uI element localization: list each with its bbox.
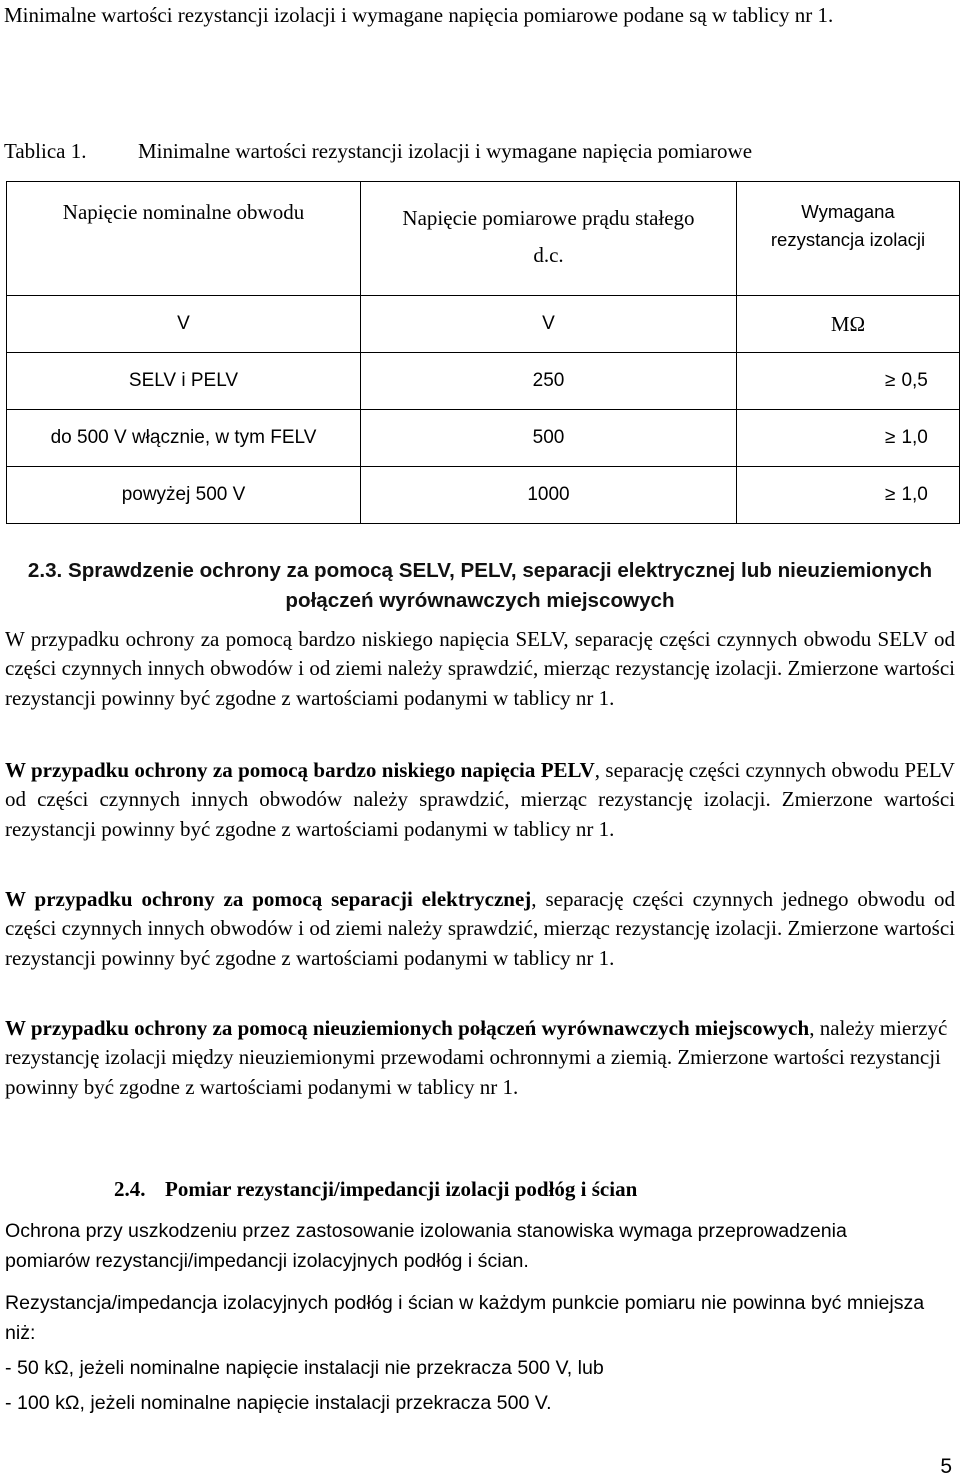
section-2-4-paragraph-1: Ochrona przy uszkodzeniu przez zastosowanie izolowania stanowiska wymaga przeprowadzenia pomiarów rezystancji/impedancji izolacyjnych podłóg i ścian. [5, 1220, 847, 1272]
paragraph-bold-lead: W przypadku ochrony za pomocą separacji elektrycznej [5, 887, 532, 911]
row-voltage: 1000 [361, 467, 737, 524]
row-resistance-cell [737, 410, 960, 467]
table-row [7, 467, 960, 524]
section-2-3-paragraph-bonding [5, 1014, 955, 1102]
row-resistance-cell [737, 467, 960, 524]
row-circuit: do 500 V włącznie, w tym FELV [7, 410, 361, 467]
paragraph-text: , separację części czynnych jednego obwodu od części czynnych innych obwodów i od ziemi należy sprawdzić, mierząc rezystancję izolacji. Zmierzone wartości rezystancji powinny być zgodne z wartościami podanymi w tablicy nr 1. [5, 887, 955, 970]
row-voltage: 500 [361, 410, 737, 467]
unit-resistance: MΩ [737, 296, 960, 353]
list-item: - 50 kΩ, jeżeli nominalne napięcie instalacji nie przekracza 500 V, lub [5, 1357, 604, 1379]
row-resistance: 1,0 [901, 427, 928, 448]
section-2-4-number: 2.4. [114, 1177, 146, 1201]
header-resistance-line2: rezystancja izolacji [770, 229, 926, 250]
row-circuit: SELV i PELV [7, 353, 361, 410]
table-caption-text: Minimalne wartości rezystancji izolacji i wymagane napięcia pomiarowe [138, 139, 753, 163]
row-resistance: 1,0 [901, 484, 928, 505]
insulation-table [6, 181, 960, 524]
table-header-row [7, 182, 960, 296]
page-number: 5 [940, 1455, 952, 1478]
header-nominal-voltage: Napięcie nominalne obwodu [7, 182, 361, 296]
section-2-4-paragraph-2: Rezystancja/impedancja izolacyjnych podłóg i ścian w każdym punkcie pomiaru nie powinna być mniejsza niż: [5, 1292, 925, 1344]
section-2-3-heading: 2.3. Sprawdzenie ochrony za pomocą SELV, PELV, separacji elektrycznej lub nieuziemionych połączeń wyrównawczych miejscowych [27, 559, 933, 612]
table-row [7, 410, 960, 467]
intro-paragraph: Minimalne wartości rezystancji izolacji i wymagane napięcia pomiarowe podane są w tablicy nr 1. [4, 3, 834, 27]
header-test-voltage [361, 182, 737, 296]
section-2-3-paragraph-selv: W przypadku ochrony za pomocą bardzo niskiego napięcia SELV, separację części czynnych obwodu SELV od części czynnych innych obwodów i od ziemi należy sprawdzić, mierząc rezystancję izolacji. Zmierzone wartości rezystancji powinny być zgodne z wartościami podanymi w tablicy nr 1. [5, 627, 955, 710]
table-row [7, 353, 960, 410]
paragraph-bold-lead: W przypadku ochrony za pomocą bardzo niskiego napięcia PELV [5, 758, 595, 782]
header-resistance-line1: Wymagana [801, 201, 895, 222]
row-circuit: powyżej 500 V [7, 467, 361, 524]
ge-symbol: ≥ [885, 370, 896, 391]
row-resistance-cell [737, 353, 960, 410]
table-caption-label: Tablica 1. [4, 139, 87, 163]
section-2-3-paragraph-separation [5, 885, 955, 973]
section-2-3-paragraph-pelv [5, 756, 955, 844]
header-test-voltage-line1: Napięcie pomiarowe prądu stałego [402, 206, 695, 230]
header-test-voltage-line2: d.c. [533, 243, 564, 267]
list-item: - 100 kΩ, jeżeli nominalne napięcie instalacji przekracza 500 V. [5, 1392, 552, 1414]
paragraph-bold-lead: W przypadku ochrony za pomocą nieuziemionych połączeń wyrównawczych miejscowych [5, 1016, 810, 1040]
paragraph-text: , separację części czynnych obwodu PELV od części czynnych innych obwodów należy sprawdzić, mierząc rezystancję izolacji. Zmierzone wartości rezystancji powinny być zgodne z wartościami podanymi w tablicy nr 1. [5, 758, 955, 841]
ge-symbol: ≥ [885, 427, 896, 448]
section-2-4-title: Pomiar rezystancji/impedancji izolacji podłóg i ścian [165, 1177, 638, 1201]
row-resistance: 0,5 [901, 370, 928, 391]
ge-symbol: ≥ [885, 484, 896, 505]
unit-test: V [361, 296, 737, 353]
table-units-row [7, 296, 960, 353]
header-resistance [737, 182, 960, 296]
row-voltage: 250 [361, 353, 737, 410]
paragraph-text: , należy mierzyć rezystancję izolacji między nieuziemionymi przewodami ochronnymi a ziemią. Zmierzone wartości rezystancji powinny być zgodne z wartościami podanymi w tablicy nr 1. [5, 1016, 948, 1099]
unit-nominal: V [7, 296, 361, 353]
